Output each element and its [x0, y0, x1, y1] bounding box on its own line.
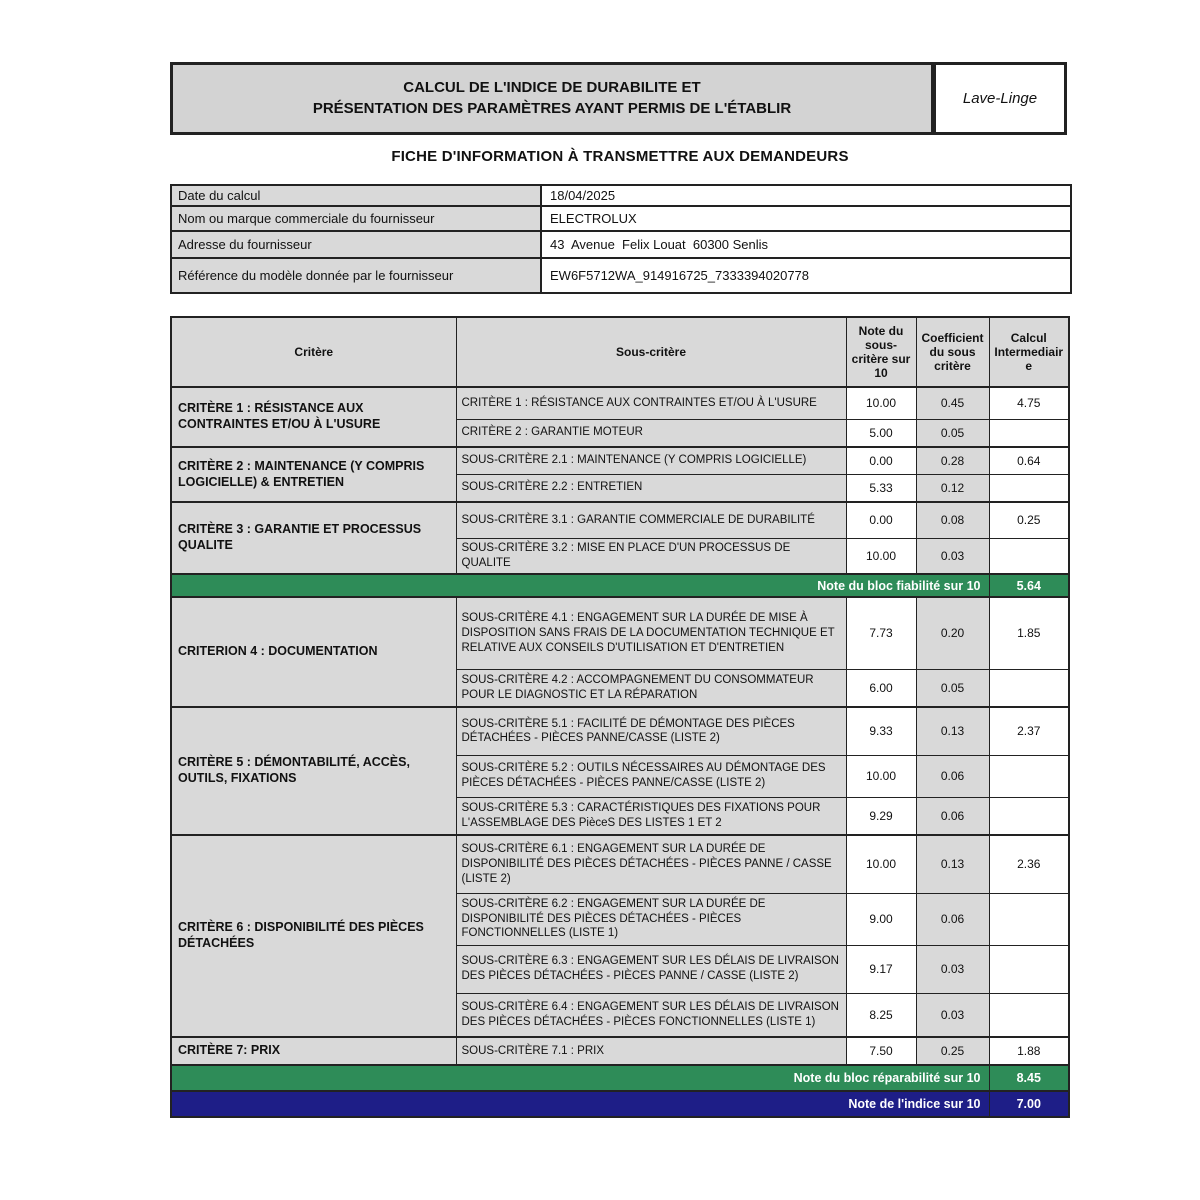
note-value: 9.17 [846, 945, 916, 993]
sub-criterion-label: SOUS-CRITÈRE 6.3 : ENGAGEMENT SUR LES DÉLAIS DE LIVRAISON DES PIÈCES DÉTACHÉES - PIÈCES PANNE / CASSE (LISTE 2) [456, 945, 846, 993]
note-value: 10.00 [846, 387, 916, 419]
coefficient-value: 0.25 [916, 1037, 989, 1065]
document-header [170, 62, 1070, 135]
intermediate-calc-value [989, 538, 1069, 574]
note-value: 0.00 [846, 502, 916, 538]
intermediate-calc-value [989, 419, 1069, 447]
note-value: 9.29 [846, 797, 916, 835]
header-coefficient: Coefficient du sous critère [916, 317, 989, 387]
sub-criterion-label: SOUS-CRITÈRE 5.1 : FACILITÉ DE DÉMONTAGE DES PIÈCES DÉTACHÉES - PIÈCES PANNE/CASSE (LISTE 2) [456, 707, 846, 755]
note-value: 5.00 [846, 419, 916, 447]
note-value: 10.00 [846, 835, 916, 893]
header-intermediate-calc: Calcul Intermediaire [989, 317, 1069, 387]
coefficient-value: 0.45 [916, 387, 989, 419]
sub-criterion-label: SOUS-CRITÈRE 3.1 : GARANTIE COMMERCIALE DE DURABILITÉ [456, 502, 846, 538]
coefficient-value: 0.06 [916, 893, 989, 945]
intermediate-calc-value: 0.64 [989, 447, 1069, 474]
table-row [171, 1037, 1069, 1065]
sub-criterion-label: SOUS-CRITÈRE 7.1 : PRIX [456, 1037, 846, 1065]
coefficient-value: 0.08 [916, 502, 989, 538]
info-value-supplier-address: 43 Avenue Felix Louat 60300 Senlis [541, 231, 1071, 258]
intermediate-calc-value: 2.37 [989, 707, 1069, 755]
criterion-7-label: CRITÈRE 7: PRIX [171, 1037, 456, 1065]
note-value: 10.00 [846, 538, 916, 574]
sub-criterion-label: SOUS-CRITÈRE 5.3 : CARACTÉRISTIQUES DES FIXATIONS POUR L'ASSEMBLAGE DES PièceS DES LISTES 1 ET 2 [456, 797, 846, 835]
repairability-score-value: 8.45 [989, 1065, 1069, 1091]
reliability-score-value: 5.64 [989, 574, 1069, 597]
info-row-supplier-address [171, 231, 1071, 258]
index-score-value: 7.00 [989, 1091, 1069, 1117]
reliability-score-label: Note du bloc fiabilité sur 10 [171, 574, 989, 597]
title-line-2: PRÉSENTATION DES PARAMÈTRES AYANT PERMIS DE L'ÉTABLIR [312, 99, 792, 117]
sub-criterion-label: SOUS-CRITÈRE 4.2 : ACCOMPAGNEMENT DU CONSOMMATEUR POUR LE DIAGNOSTIC ET LA RÉPARATION [456, 669, 846, 707]
sub-criterion-label: SOUS-CRITÈRE 6.4 : ENGAGEMENT SUR LES DÉLAIS DE LIVRAISON DES PIÈCES DÉTACHÉES - PIÈCES FONCTIONNELLES (LISTE 1) [456, 993, 846, 1037]
sub-criterion-label: CRITÈRE 2 : GARANTIE MOTEUR [456, 419, 846, 447]
note-value: 10.00 [846, 755, 916, 797]
sub-criterion-label: SOUS-CRITÈRE 5.2 : OUTILS NÉCESSAIRES AU DÉMONTAGE DES PIÈCES DÉTACHÉES - PIÈCES PANNE/CASSE (LISTE 2) [456, 755, 846, 797]
criterion-3-label: CRITÈRE 3 : GARANTIE ET PROCESSUS QUALITE [171, 502, 456, 574]
coefficient-value: 0.20 [916, 597, 989, 669]
coefficient-value: 0.03 [916, 945, 989, 993]
index-score-row [171, 1091, 1069, 1117]
info-row-supplier-name [171, 206, 1071, 231]
criterion-6-label: CRITÈRE 6 : DISPONIBILITÉ DES PIÈCES DÉTACHÉES [171, 835, 456, 1037]
coefficient-value: 0.06 [916, 797, 989, 835]
coefficient-value: 0.12 [916, 474, 989, 502]
intermediate-calc-value: 2.36 [989, 835, 1069, 893]
intermediate-calc-value: 1.85 [989, 597, 1069, 669]
info-row-date [171, 185, 1071, 206]
info-value-supplier-name: ELECTROLUX [541, 206, 1071, 231]
title-line-1: CALCUL DE L'INDICE DE DURABILITE ET [403, 79, 701, 97]
note-value: 8.25 [846, 993, 916, 1037]
info-value-model-reference: EW6F5712WA_914916725_7333394020778 [541, 258, 1071, 293]
table-row [171, 502, 1069, 538]
product-category-box: Lave-Linge [934, 62, 1067, 135]
reliability-score-row [171, 574, 1069, 597]
index-score-label: Note de l'indice sur 10 [171, 1091, 989, 1117]
info-label-supplier-name: Nom ou marque commerciale du fournisseur [171, 206, 541, 231]
criteria-table [170, 316, 1070, 1118]
intermediate-calc-value [989, 669, 1069, 707]
intermediate-calc-value: 0.25 [989, 502, 1069, 538]
info-label-model-reference: Référence du modèle donnée par le fournisseur [171, 258, 541, 293]
table-row [171, 835, 1069, 893]
info-label-date: Date du calcul [171, 185, 541, 206]
coefficient-value: 0.03 [916, 993, 989, 1037]
coefficient-value: 0.06 [916, 755, 989, 797]
info-label-supplier-address: Adresse du fournisseur [171, 231, 541, 258]
coefficient-value: 0.28 [916, 447, 989, 474]
coefficient-value: 0.13 [916, 835, 989, 893]
sub-criterion-label: SOUS-CRITÈRE 2.2 : ENTRETIEN [456, 474, 846, 502]
sub-criterion-label: SOUS-CRITÈRE 3.2 : MISE EN PLACE D'UN PROCESSUS DE QUALITE [456, 538, 846, 574]
note-value: 6.00 [846, 669, 916, 707]
intermediate-calc-value [989, 945, 1069, 993]
criterion-4-label: CRITERION 4 : DOCUMENTATION [171, 597, 456, 707]
sub-criterion-label: SOUS-CRITÈRE 4.1 : ENGAGEMENT SUR LA DURÉE DE MISE À DISPOSITION SANS FRAIS DE LA DOCUMENTATION TECHNIQUE ET RELATIVE AUX CONSEILS D'UTILISATION ET D'ENTRETIEN [456, 597, 846, 669]
header-criterion: Critère [171, 317, 456, 387]
header-sub-criterion: Sous-critère [456, 317, 846, 387]
note-value: 5.33 [846, 474, 916, 502]
intermediate-calc-value: 1.88 [989, 1037, 1069, 1065]
intermediate-calc-value [989, 893, 1069, 945]
sub-criterion-label: SOUS-CRITÈRE 6.1 : ENGAGEMENT SUR LA DURÉE DE DISPONIBILITÉ DES PIÈCES DÉTACHÉES - PIÈCES PANNE / CASSE (LISTE 2) [456, 835, 846, 893]
coefficient-value: 0.05 [916, 669, 989, 707]
table-row [171, 447, 1069, 474]
repairability-score-label: Note du bloc réparabilité sur 10 [171, 1065, 989, 1091]
coefficient-value: 0.13 [916, 707, 989, 755]
info-value-date: 18/04/2025 [541, 185, 1071, 206]
table-row [171, 707, 1069, 755]
criteria-header-row [171, 317, 1069, 387]
sub-criterion-label: CRITÈRE 1 : RÉSISTANCE AUX CONTRAINTES ET/OU À L'USURE [456, 387, 846, 419]
coefficient-value: 0.05 [916, 419, 989, 447]
coefficient-value: 0.03 [916, 538, 989, 574]
criterion-5-label: CRITÈRE 5 : DÉMONTABILITÉ, ACCÈS, OUTILS, FIXATIONS [171, 707, 456, 835]
criterion-1-label: CRITÈRE 1 : RÉSISTANCE AUX CONTRAINTES ET/OU À L'USURE [171, 387, 456, 447]
document-page [170, 62, 1070, 1118]
document-title [170, 62, 934, 135]
intermediate-calc-value: 4.75 [989, 387, 1069, 419]
note-value: 0.00 [846, 447, 916, 474]
note-value: 7.73 [846, 597, 916, 669]
document-subtitle: FICHE D'INFORMATION À TRANSMETTRE AUX DEMANDEURS [391, 148, 849, 165]
intermediate-calc-value [989, 993, 1069, 1037]
intermediate-calc-value [989, 755, 1069, 797]
note-value: 9.33 [846, 707, 916, 755]
info-row-model-reference [171, 258, 1071, 293]
repairability-score-row [171, 1065, 1069, 1091]
table-row [171, 387, 1069, 419]
intermediate-calc-value [989, 797, 1069, 835]
supplier-info-table [170, 184, 1072, 294]
sub-criterion-label: SOUS-CRITÈRE 6.2 : ENGAGEMENT SUR LA DURÉE DE DISPONIBILITÉ DES PIÈCES DÉTACHÉES - PIÈCES FONCTIONNELLES (LISTE 1) [456, 893, 846, 945]
header-note: Note du sous-critère sur 10 [846, 317, 916, 387]
note-value: 7.50 [846, 1037, 916, 1065]
sub-criterion-label: SOUS-CRITÈRE 2.1 : MAINTENANCE (Y COMPRIS LOGICIELLE) [456, 447, 846, 474]
criterion-2-label: CRITÈRE 2 : MAINTENANCE (Y COMPRIS LOGICIELLE) & ENTRETIEN [171, 447, 456, 502]
note-value: 9.00 [846, 893, 916, 945]
intermediate-calc-value [989, 474, 1069, 502]
table-row [171, 597, 1069, 669]
